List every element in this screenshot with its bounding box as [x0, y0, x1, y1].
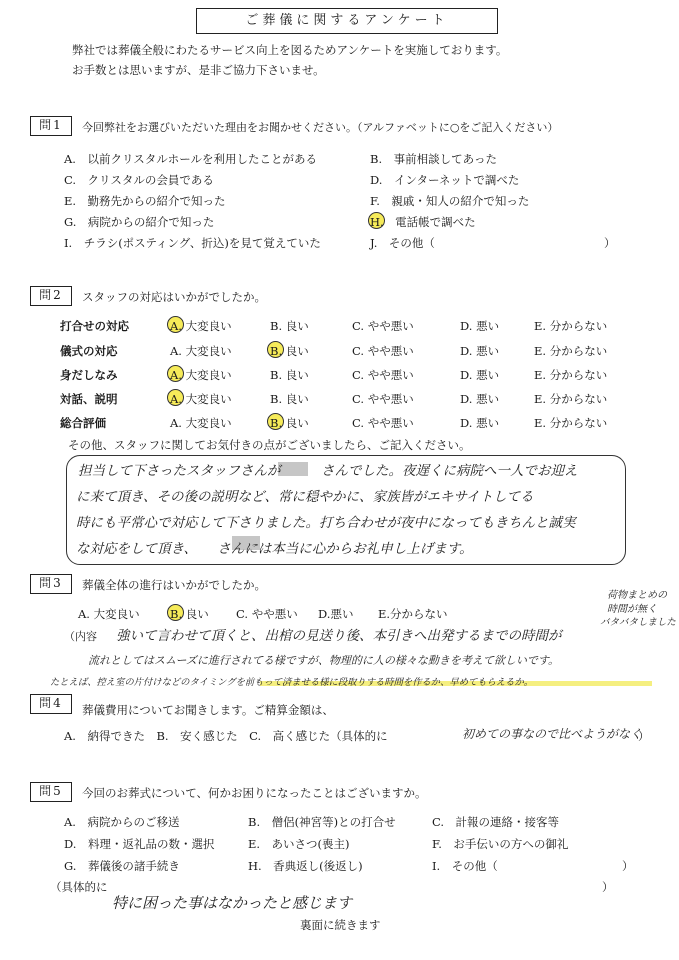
q3-question: 葬儀全体の進行はいかがでしたか。	[82, 578, 266, 592]
q2-row-option[interactable]: C. やや悪い	[352, 368, 414, 382]
q1-option-a[interactable]: A. 以前クリスタルホールを利用したことがある	[64, 152, 317, 166]
q5-option-d[interactable]: D. 料理・返礼品の数・選択	[64, 837, 215, 851]
q2-row-option[interactable]: E. 分からない	[534, 368, 608, 382]
q1-option-h[interactable]: H. 電話帳で調べた	[370, 215, 476, 229]
q5-label: 問5	[30, 782, 72, 802]
q2-row-option[interactable]: B. 良い	[270, 392, 309, 406]
q2-handwritten-line-4: な対応をして頂き、 さんには本当に心からお礼申し上げます。	[76, 541, 473, 557]
q2-row-option[interactable]: C. やや悪い	[352, 416, 414, 430]
q5-handwritten: 特に困った事はなかったと感じます	[112, 894, 353, 912]
q4-question: 葬儀費用についてお聞きします。ご精算金額は、	[82, 703, 334, 717]
q2-row-option[interactable]: A. 大変良い	[170, 344, 232, 358]
q5-option-b[interactable]: B. 僧侶(神宮等)との打合せ	[248, 815, 396, 829]
q3-handwritten-line-2: 流れとしてはスムーズに進行されてる様ですが、物理的に人の様々な動きを考えて欲しいです。	[88, 654, 560, 667]
q2-row-option[interactable]: E. 分からない	[534, 344, 608, 358]
q2-row-label: 身だしなみ	[60, 368, 118, 382]
q2-handwritten-line-2: に来て頂き、その後の説明など、常に穏やかに、家族皆がエキサイトしてる	[76, 489, 534, 505]
q5-option-i[interactable]: I. その他（	[432, 859, 498, 873]
q2-row-option[interactable]: D. 悪い	[460, 392, 500, 406]
q1-option-d[interactable]: D. インターネットで調べた	[370, 173, 520, 187]
q1-option-j[interactable]: J. その他（	[370, 236, 435, 250]
q2-row-label: 総合評価	[60, 416, 106, 430]
q3-detail-label: （内容	[64, 630, 97, 643]
q1-option-b[interactable]: B. 事前相談してあった	[370, 152, 497, 166]
q3-label: 問3	[30, 574, 72, 594]
q1-option-e[interactable]: E. 勤務先からの紹介で知った	[64, 194, 226, 208]
q2-row-option[interactable]: B. 良い	[270, 416, 309, 430]
q2-question: スタッフの対応はいかがでしたか。	[82, 290, 266, 304]
q2-row-option[interactable]: D. 悪い	[460, 368, 500, 382]
q1-label: 問1	[30, 116, 72, 136]
q2-handwritten-line-1: 担当して下さったスタッフさんが さんでした。夜遅くに病院へ一人でお迎え	[78, 463, 578, 479]
q3-option-c[interactable]: C. やや悪い	[236, 607, 298, 621]
q5-specific-close: ）	[602, 880, 614, 894]
q3-handwritten-line-1: 強いて言わせて頂くと、出棺の見送り後、本引きへ出発するまでの時間が	[116, 628, 562, 644]
intro-line-2: お手数とは思いますが、是非ご協力下さいませ。	[72, 63, 325, 77]
q1-option-g[interactable]: G. 病院からの紹介で知った	[64, 215, 215, 229]
q3-option-a[interactable]: A. 大変良い	[78, 607, 140, 621]
q2-row-option[interactable]: A. 大変良い	[170, 319, 232, 333]
q2-row-option[interactable]: C. やや悪い	[352, 344, 414, 358]
q2-row-option[interactable]: D. 悪い	[460, 344, 500, 358]
q2-row-option[interactable]: A. 大変良い	[170, 416, 232, 430]
survey-title: ご葬儀に関するアンケート	[196, 8, 498, 34]
q2-label: 問2	[30, 286, 72, 306]
q2-other-prompt: その他、スタッフに関してお気付きの点がございましたら、ご記入ください。	[68, 438, 471, 452]
q5-option-c[interactable]: C. 計報の連絡・接客等	[432, 815, 560, 829]
q2-row-option[interactable]: A. 大変良い	[170, 368, 232, 382]
q2-row-option[interactable]: C. やや悪い	[352, 319, 414, 333]
q3-handwritten-line-3: たとえば、控え室の片付けなどのタイミングを前もって済ませる様に段取りする時間を作るか、早めてもらえるか。	[50, 677, 534, 688]
q5-option-h[interactable]: H. 香典返し(後返し)	[248, 859, 363, 873]
q2-row-label: 儀式の対応	[60, 344, 118, 358]
q3-margin-note-3: バタバタしました	[600, 617, 676, 628]
q2-row-option[interactable]: E. 分からない	[534, 392, 608, 406]
q2-row-option[interactable]: C. やや悪い	[352, 392, 414, 406]
q3-margin-note-1: 荷物まとめの	[607, 590, 667, 601]
q5-option-e[interactable]: E. あいさつ(喪主)	[248, 837, 350, 851]
q1-option-f[interactable]: F. 親戚・知人の紹介で知った	[370, 194, 530, 208]
q1-question: 今回弊社をお選びいただいた理由をお聞かせください。（アルファベットに○をご記入ください）	[82, 121, 559, 134]
q3-option-d[interactable]: D.悪い	[318, 607, 354, 621]
q4-options[interactable]: A. 納得できた B. 安く感じた C. 高く感じた（具体的に	[64, 729, 388, 743]
q3-margin-note-2: 時間が無く	[607, 604, 657, 615]
q4-handwritten: 初めての事なので比べようがなく	[462, 727, 643, 741]
q3-option-e[interactable]: E.分からない	[378, 607, 448, 621]
q2-row-option[interactable]: E. 分からない	[534, 416, 608, 430]
q2-row-label: 打合せの対応	[60, 319, 129, 333]
q5-option-i-close: ）	[622, 859, 634, 873]
q5-question: 今回のお葬式について、何かお困りになったことはございますか。	[82, 786, 427, 800]
q4-close: ）	[638, 729, 650, 743]
q2-handwritten-line-3: 時にも平常心で対応して下さりました。打ち合わせが夜中になってもきちんと誠実	[76, 515, 576, 531]
intro-line-1: 弊社では葬儀全般にわたるサービス向上を図るためアンケートを実施しております。	[72, 43, 508, 57]
q5-specific-label: （具体的に	[50, 880, 108, 894]
q2-row-option[interactable]: A. 大変良い	[170, 392, 232, 406]
q2-row-option[interactable]: D. 悪い	[460, 319, 500, 333]
q1-option-i[interactable]: I. チラシ(ポスティング、折込)を見て覚えていた	[64, 236, 321, 250]
q2-row-option[interactable]: B. 良い	[270, 344, 309, 358]
q2-row-label: 対話、説明	[60, 392, 118, 406]
q5-option-f[interactable]: F. お手伝いの方への御礼	[432, 837, 569, 851]
q3-option-b[interactable]: B. 良い	[170, 607, 209, 621]
q2-row-option[interactable]: E. 分からない	[534, 319, 608, 333]
continued-on-back-note: 裏面に続きます	[300, 918, 381, 932]
q2-row-option[interactable]: D. 悪い	[460, 416, 500, 430]
q5-option-a[interactable]: A. 病院からのご移送	[64, 815, 180, 829]
q1-option-j-close: ）	[604, 236, 616, 250]
q2-row-option[interactable]: B. 良い	[270, 368, 309, 382]
q2-row-option[interactable]: B. 良い	[270, 319, 309, 333]
q1-option-c[interactable]: C. クリスタルの会員である	[64, 173, 214, 187]
q5-option-g[interactable]: G. 葬儀後の諸手続き	[64, 859, 180, 873]
q4-label: 問4	[30, 694, 72, 714]
